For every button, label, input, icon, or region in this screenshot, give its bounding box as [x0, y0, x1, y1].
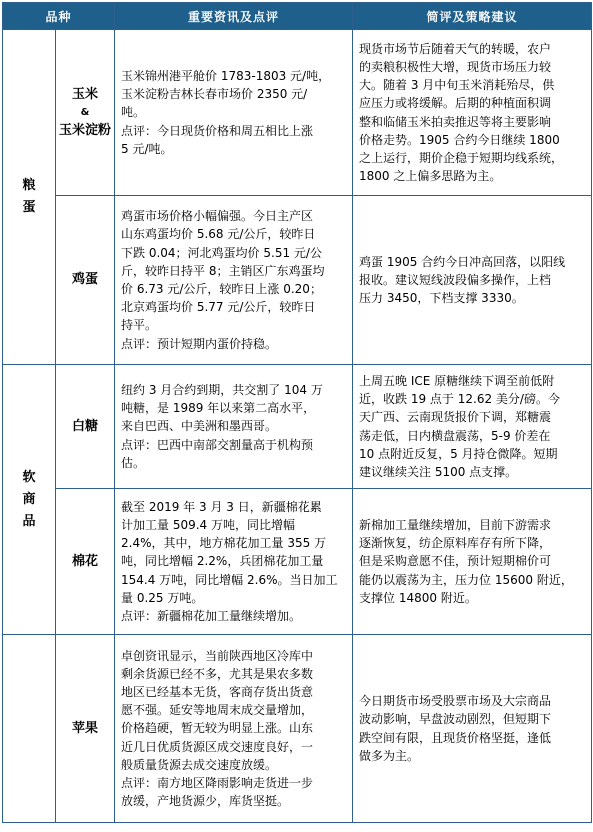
- variety-apple: 苹果: [56, 635, 115, 823]
- advice-cell: 上周五晚 ICE 原糖继续下调至前低附 近，收跌 19 点于 12.62 美分/磅。今 天广西、云南现货报价下调，郑糖震 荡走低，日内横盘震荡，5-9 价差在 10 点附近反复，5 月持仓微降。短期 建议继续关注 5100 点支撑。: [353, 365, 592, 489]
- news-cell: 玉米锦州港平舱价 1783-1803 元/吨， 玉米淀粉吉林长春市场价 2350 元/ 吨。 点评：今日现货价格和周五相比上涨 5 元/吨。: [115, 30, 353, 196]
- variety-cotton: 棉花: [56, 489, 115, 635]
- news-cell: 卓创资讯显示，当前陕西地区冷库中 剩余货源已经不多，尤其是果农多数 地区已经基本无货，客商存货出货意 愿不强。延安等地周末成交量增加， 价格趋硬，暂无较为明显上涨。山东 近几日优质货源区成交速度良好，一 般质量货源去成交速度放缓。 点评：南方地区降雨影响走货进一步 放缓，产地货源少，库货坚挺。: [115, 635, 353, 823]
- news-cell: 截至 2019 年 3 月 3 日，新疆棉花累 计加工量 509.4 万吨，同比增幅 2.4%，其中，地方棉花加工量 355 万 吨，同比增幅 2.2%，兵团棉花加工量 154.4 万吨，同比增幅 2.6%。当日加工 量 0.25 万吨。 点评：新疆棉花加工量继续增加。: [115, 489, 353, 635]
- category-soft-commodities: 软 商 品: [3, 365, 56, 635]
- table-row: [3, 635, 592, 823]
- advice-cell: 现货市场节后随着天气的转暖，农户 的卖粮积极性大增，现货市场压力较 大。随着 3 月中旬玉米消耗殆尽，供 应压力或将缓解。后期的种植面积调 整和临储玉米拍卖推迟等将主要影响 价格走势。1905 合约今日继续 1800 之上运行，期价企稳于短期均线系统， 1800 之上偏多思路为主。: [353, 30, 592, 196]
- variety-egg: 鸡蛋: [56, 196, 115, 365]
- table-row: [3, 489, 592, 635]
- news-cell: 纽约 3 月合约到期，共交割了 104 万 吨糖，是 1989 年以来第二高水平， 来自巴西、中美洲和墨西哥。 点评：巴西中南部交割量高于机构预 估。: [115, 365, 353, 489]
- category-empty: [3, 635, 56, 823]
- market-commentary-table: [2, 2, 592, 823]
- variety-corn: 玉米 & 玉米淀粉: [56, 30, 115, 196]
- news-cell: 鸡蛋市场价格小幅偏强。今日主产区 山东鸡蛋均价 5.68 元/公斤，较昨日 下跌 0.04；河北鸡蛋均价 5.51 元/公 斤，较昨日持平 8；主销区广东鸡蛋均 价 6.73 元/公斤，较昨日上涨 0.20； 北京鸡蛋均价 5.77 元/公斤，较昨日 持平。 点评：预计短期内蛋价持稳。: [115, 196, 353, 365]
- table-row: [3, 30, 592, 196]
- header-news: 重要资讯及点评: [115, 3, 353, 30]
- advice-cell: 鸡蛋 1905 合约今日冲高回落，以阳线 报收。建议短线波段偏多操作，上档 压力 3450，下档支撑 3330。: [353, 196, 592, 365]
- header-advice: 简评及策略建议: [353, 3, 592, 30]
- table-row: [3, 196, 592, 365]
- table-header-row: [3, 3, 592, 30]
- advice-cell: 今日期货市场受股票市场及大宗商品 波动影响，早盘波动剧烈，但短期下 跌空间有限，且现货价格坚挺，逢低 做多为主。: [353, 635, 592, 823]
- variety-sugar: 白糖: [56, 365, 115, 489]
- category-grain-egg: 粮 蛋: [3, 30, 56, 365]
- header-variety: 品种: [3, 3, 115, 30]
- table-row: [3, 365, 592, 489]
- advice-cell: 新棉加工量继续增加，目前下游需求 逐渐恢复，纺企原料库存有所下降， 但是采购意愿不佳，预计短期棉价可 能仍以震荡为主，压力位 15600 附近， 支撑位 14800 附近。: [353, 489, 592, 635]
